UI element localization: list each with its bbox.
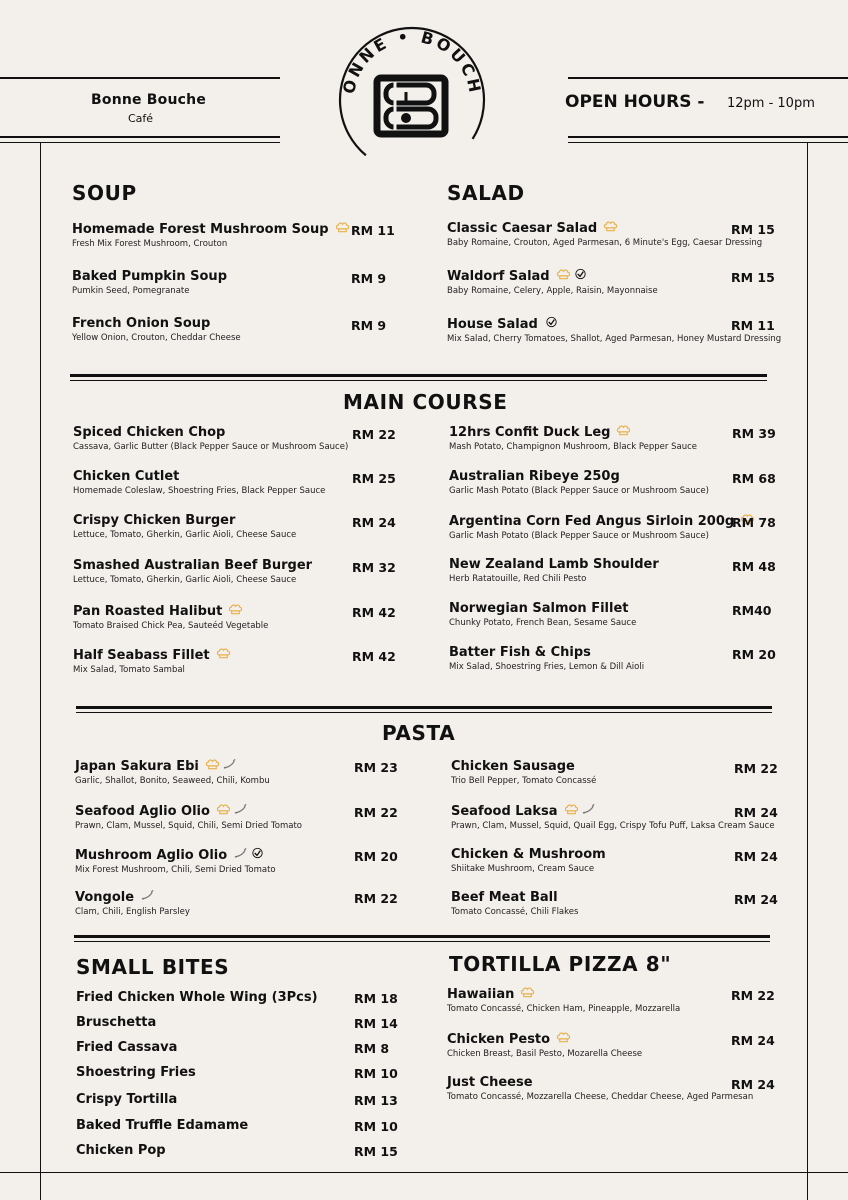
menu-item-price: RM 24 bbox=[352, 515, 396, 530]
menu-item-name: Chicken Sausage bbox=[451, 759, 575, 774]
menu-item-description: Trio Bell Pepper, Tomato Concassé bbox=[451, 776, 597, 786]
divider-3-thin bbox=[74, 941, 770, 942]
logo-dot: • bbox=[396, 26, 412, 48]
menu-item-description: Homemade Coleslaw, Shoestring Fries, Black Pepper Sauce bbox=[73, 486, 326, 496]
menu-item-description: Mash Potato, Champignon Mushroom, Black Pepper Sauce bbox=[449, 442, 697, 452]
menu-item-name: Norwegian Salmon Fillet bbox=[449, 601, 629, 616]
menu-item-description: Tomato Concassé, Chicken Ham, Pineapple, Mozzarella bbox=[447, 1004, 681, 1014]
header-rule-left-bottom-thin bbox=[0, 142, 280, 143]
menu-item-icons bbox=[216, 803, 248, 819]
menu-item-icons bbox=[233, 847, 265, 863]
menu-item-name: Vongole bbox=[75, 889, 135, 905]
menu-item bbox=[447, 1031, 642, 1059]
menu-item-name-row bbox=[75, 847, 276, 863]
brand-logo bbox=[334, 22, 490, 178]
chef-hat-icon bbox=[556, 268, 571, 284]
menu-item-name: Beef Meat Ball bbox=[451, 890, 558, 905]
menu-item bbox=[75, 889, 190, 917]
menu-item-description: Garlic Mash Potato (Black Pepper Sauce or Mushroom Sauce) bbox=[449, 486, 709, 496]
menu-item-price: RM 9 bbox=[351, 318, 387, 333]
section-title-salad: SALAD bbox=[447, 181, 525, 205]
menu-item-name-row bbox=[73, 469, 325, 484]
chef-hat-icon bbox=[616, 424, 631, 440]
menu-item-description: Prawn, Clam, Mussel, Squid, Chili, Semi Dried Tomato bbox=[75, 821, 303, 831]
menu-item-description: Garlic Mash Potato (Black Pepper Sauce or Mushroom Sauce) bbox=[449, 531, 709, 541]
small-bite-price: RM 15 bbox=[354, 1144, 398, 1159]
chef-hat-icon bbox=[556, 1031, 571, 1047]
menu-item-name: Spiced Chicken Chop bbox=[73, 425, 226, 440]
menu-item-price: RM 39 bbox=[732, 426, 776, 441]
menu-item-icons bbox=[556, 268, 588, 284]
menu-item-name-row bbox=[75, 758, 270, 774]
header-rule-right-bottom bbox=[568, 136, 848, 138]
spicy-icon bbox=[233, 847, 248, 863]
menu-item-icons bbox=[216, 647, 231, 663]
menu-item-name-row bbox=[75, 889, 190, 905]
menu-item-price: RM 24 bbox=[734, 849, 778, 864]
menu-item-description: Garlic, Shallot, Bonito, Seaweed, Chili, Kombu bbox=[75, 776, 270, 786]
menu-item-name: House Salad bbox=[447, 316, 538, 332]
menu-item-name-row bbox=[449, 645, 644, 660]
menu-item-description: Yellow Onion, Crouton, Cheddar Cheese bbox=[72, 333, 241, 343]
menu-item-price: RM 42 bbox=[352, 649, 396, 664]
menu-item-name-row bbox=[73, 513, 296, 528]
section-title-small-bites: SMALL BITES bbox=[76, 955, 230, 979]
menu-item bbox=[73, 558, 312, 585]
menu-item-name: Just Cheese bbox=[447, 1075, 533, 1090]
menu-item-name-row bbox=[449, 601, 636, 616]
menu-item bbox=[447, 1075, 753, 1102]
open-hours-value: 12pm - 10pm bbox=[727, 96, 815, 111]
menu-item bbox=[449, 424, 697, 452]
menu-item bbox=[449, 557, 659, 584]
logo-text-left: ONNE bbox=[339, 32, 392, 96]
menu-item bbox=[449, 645, 644, 672]
menu-item-name-row bbox=[451, 759, 596, 774]
menu-item-description: Prawn, Clam, Mussel, Squid, Quail Egg, Crispy Tofu Puff, Laksa Cream Sauce bbox=[451, 821, 775, 831]
menu-item-description: Baby Romaine, Crouton, Aged Parmesan, 6 Minute's Egg, Caesar Dressing bbox=[447, 238, 763, 248]
menu-item-name-row bbox=[449, 557, 659, 572]
menu-item-icons bbox=[205, 758, 237, 774]
menu-item-name: Mushroom Aglio Olio bbox=[75, 847, 228, 863]
menu-item bbox=[449, 513, 755, 541]
brand-name: Bonne Bouche bbox=[91, 92, 207, 108]
menu-item-price: RM 24 bbox=[734, 805, 778, 820]
small-bite-name: Baked Truffle Edamame bbox=[76, 1118, 249, 1133]
menu-item-name: Seafood Laksa bbox=[451, 803, 558, 819]
small-bite-name: Crispy Tortilla bbox=[76, 1092, 178, 1107]
menu-item-description: Mix Salad, Cherry Tomatoes, Shallot, Aged Parmesan, Honey Mustard Dressing bbox=[447, 334, 782, 344]
menu-item-price: RM 20 bbox=[732, 647, 776, 662]
section-title-main-course: MAIN COURSE bbox=[343, 390, 508, 414]
menu-item-name-row bbox=[447, 220, 762, 236]
small-bite-price: RM 10 bbox=[354, 1066, 398, 1081]
chef-hat-icon bbox=[603, 220, 618, 236]
divider-3-thick bbox=[74, 935, 770, 938]
menu-item-price: RM 24 bbox=[731, 1077, 775, 1092]
chef-hat-icon bbox=[216, 803, 231, 819]
menu-item-name: 12hrs Confit Duck Leg bbox=[449, 424, 611, 440]
menu-item-price: RM 22 bbox=[354, 805, 398, 820]
menu-item-name-row bbox=[73, 603, 268, 619]
small-bite-price: RM 13 bbox=[354, 1093, 398, 1108]
menu-item-description: Clam, Chili, English Parsley bbox=[75, 907, 190, 917]
menu-item-name: Baked Pumpkin Soup bbox=[72, 269, 227, 284]
menu-item-icons bbox=[520, 986, 535, 1002]
menu-item bbox=[447, 268, 658, 296]
menu-item-description: Tomato Concassé, Mozzarella Cheese, Cheddar Cheese, Aged Parmesan bbox=[447, 1092, 754, 1102]
divider-1-thick bbox=[70, 374, 767, 377]
menu-item-name-row bbox=[73, 647, 231, 663]
small-bite-name: Fried Cassava bbox=[76, 1040, 178, 1055]
menu-item bbox=[73, 603, 268, 631]
chef-hat-icon bbox=[205, 758, 220, 774]
logo-text-right: BOUCH bbox=[418, 27, 486, 97]
menu-item bbox=[451, 890, 578, 917]
menu-item bbox=[75, 758, 270, 786]
menu-item bbox=[73, 425, 348, 452]
menu-item-name-row bbox=[75, 803, 302, 819]
menu-item-price: RM 15 bbox=[731, 270, 775, 285]
menu-item-name-row bbox=[451, 803, 775, 819]
chef-hat-icon bbox=[228, 603, 243, 619]
menu-item-description: Mix Salad, Tomato Sambal bbox=[73, 665, 185, 675]
menu-item-name-row bbox=[449, 424, 697, 440]
menu-item-name-row bbox=[73, 425, 348, 440]
spicy-icon bbox=[581, 803, 596, 819]
small-bite-name: Shoestring Fries bbox=[76, 1065, 196, 1080]
menu-item bbox=[73, 647, 231, 675]
menu-item-price: RM 24 bbox=[734, 892, 778, 907]
menu-item bbox=[449, 469, 709, 496]
menu-item-icons bbox=[564, 803, 596, 819]
menu-item bbox=[72, 221, 350, 249]
menu-item-name: New Zealand Lamb Shoulder bbox=[449, 557, 659, 572]
menu-item-price: RM 25 bbox=[352, 471, 396, 486]
menu-item-price: RM 42 bbox=[352, 605, 396, 620]
menu-item-name-row bbox=[72, 221, 350, 237]
menu-item bbox=[72, 269, 227, 296]
menu-item-price: RM 22 bbox=[354, 891, 398, 906]
divider-2-thin bbox=[76, 712, 772, 713]
menu-item-name-row bbox=[451, 847, 606, 862]
brand-subtitle: Café bbox=[128, 112, 154, 125]
menu-item-description: Lettuce, Tomato, Gherkin, Garlic Aioli, Cheese Sauce bbox=[73, 530, 297, 540]
menu-item-name-row bbox=[72, 269, 227, 284]
small-bite-name: Fried Chicken Whole Wing (3Pcs) bbox=[76, 990, 318, 1005]
menu-item bbox=[73, 513, 296, 540]
footer-rule bbox=[0, 1172, 848, 1173]
menu-item-name: Australian Ribeye 250g bbox=[449, 469, 620, 484]
menu-item-price: RM 68 bbox=[732, 471, 776, 486]
menu-item-icons bbox=[228, 603, 243, 619]
menu-item-icons bbox=[603, 220, 618, 236]
menu-item-price: RM 78 bbox=[732, 515, 776, 530]
frame-right-border bbox=[807, 143, 808, 1200]
section-title-soup: SOUP bbox=[72, 181, 137, 205]
open-hours-label: OPEN HOURS - bbox=[565, 92, 705, 112]
menu-item-price: RM 11 bbox=[351, 223, 395, 238]
header-rule-left-bottom bbox=[0, 136, 280, 138]
menu-item-name: French Onion Soup bbox=[72, 316, 211, 331]
menu-item-price: RM 15 bbox=[731, 222, 775, 237]
divider-2-thick bbox=[76, 706, 772, 709]
menu-item-name: Classic Caesar Salad bbox=[447, 220, 598, 236]
menu-item bbox=[75, 847, 276, 875]
header-rule-right-top bbox=[568, 77, 848, 79]
menu-item bbox=[451, 759, 596, 786]
menu-item-price: RM 11 bbox=[731, 318, 775, 333]
menu-item-name: Chicken Cutlet bbox=[73, 469, 180, 484]
menu-item-description: Mix Forest Mushroom, Chili, Semi Dried Tomato bbox=[75, 865, 276, 875]
vegetarian-icon bbox=[544, 316, 559, 332]
menu-item-description: Fresh Mix Forest Mushroom, Crouton bbox=[72, 239, 228, 249]
menu-item-name-row bbox=[447, 268, 658, 284]
chef-hat-icon bbox=[216, 647, 231, 663]
menu-item-price: RM 22 bbox=[352, 427, 396, 442]
menu-item-name-row bbox=[451, 890, 578, 905]
menu-item bbox=[451, 847, 606, 874]
menu-item-description: Herb Ratatouille, Red Chili Pesto bbox=[449, 574, 587, 584]
menu-item-price: RM 24 bbox=[731, 1033, 775, 1048]
menu-item-name-row bbox=[449, 469, 709, 484]
menu-item-name: Hawaiian bbox=[447, 986, 515, 1002]
menu-item-name: Batter Fish & Chips bbox=[449, 645, 591, 660]
menu-item-description: Baby Romaine, Celery, Apple, Raisin, Mayonnaise bbox=[447, 286, 658, 296]
menu-item-description: Chicken Breast, Basil Pesto, Mozarella Cheese bbox=[447, 1049, 643, 1059]
menu-item-description: Lettuce, Tomato, Gherkin, Garlic Aioli, Cheese Sauce bbox=[73, 575, 297, 585]
small-bite-price: RM 10 bbox=[354, 1119, 398, 1134]
menu-item-description: Pumkin Seed, Pomegranate bbox=[72, 286, 190, 296]
menu-item-icons bbox=[140, 889, 155, 905]
menu-item-name-row bbox=[447, 986, 680, 1002]
menu-item-name: Argentina Corn Fed Angus Sirloin 200g bbox=[449, 513, 735, 529]
menu-item-description: Cassava, Garlic Butter (Black Pepper Sauce or Mushroom Sauce) bbox=[73, 442, 349, 452]
spicy-icon bbox=[140, 889, 155, 905]
menu-item-price: RM 22 bbox=[734, 761, 778, 776]
small-bite-price: RM 14 bbox=[354, 1016, 398, 1031]
section-title-pasta: PASTA bbox=[382, 721, 456, 745]
spicy-icon bbox=[222, 758, 237, 774]
menu-item-name-row bbox=[449, 513, 755, 529]
chef-hat-icon bbox=[335, 221, 350, 237]
menu-item-icons bbox=[335, 221, 350, 237]
menu-item-price: RM40 bbox=[732, 603, 772, 618]
menu-item-price: RM 20 bbox=[354, 849, 398, 864]
menu-item bbox=[447, 220, 762, 248]
menu-item-price: RM 9 bbox=[351, 271, 387, 286]
menu-item-description: Mix Salad, Shoestring Fries, Lemon & Dill Aioli bbox=[449, 662, 645, 672]
menu-item-name: Chicken & Mushroom bbox=[451, 847, 606, 862]
menu-item-name-row bbox=[73, 558, 312, 573]
menu-item-name: Seafood Aglio Olio bbox=[75, 803, 210, 819]
section-title-tortilla-pizza: TORTILLA PIZZA 8" bbox=[449, 952, 672, 976]
menu-item-price: RM 32 bbox=[352, 560, 396, 575]
menu-item-description: Shiitake Mushroom, Cream Sauce bbox=[451, 864, 595, 874]
menu-item-name-row bbox=[447, 1075, 753, 1090]
menu-item-description: Tomato Braised Chick Pea, Sauteéd Vegetable bbox=[73, 621, 269, 631]
menu-item-name: Homemade Forest Mushroom Soup bbox=[72, 221, 329, 237]
menu-item-icons bbox=[616, 424, 631, 440]
menu-item-name: Pan Roasted Halibut bbox=[73, 603, 223, 619]
menu-item bbox=[447, 986, 680, 1014]
menu-item-name: Chicken Pesto bbox=[447, 1031, 551, 1047]
small-bite-name: Chicken Pop bbox=[76, 1143, 166, 1158]
menu-item-price: RM 48 bbox=[732, 559, 776, 574]
small-bite-price: RM 8 bbox=[354, 1041, 390, 1056]
menu-item-icons bbox=[556, 1031, 571, 1047]
menu-item-name-row bbox=[447, 1031, 642, 1047]
menu-item bbox=[75, 803, 302, 831]
header-rule-left-top bbox=[0, 77, 280, 79]
menu-item-name: Half Seabass Fillet bbox=[73, 647, 210, 663]
menu-item-name: Waldorf Salad bbox=[447, 268, 550, 284]
spicy-icon bbox=[233, 803, 248, 819]
menu-item bbox=[72, 316, 241, 343]
menu-item-name: Japan Sakura Ebi bbox=[75, 758, 199, 774]
vegetarian-icon bbox=[573, 268, 588, 284]
header-rule-right-bottom-thin bbox=[568, 142, 848, 143]
menu-item-name-row bbox=[72, 316, 241, 331]
menu-item-description: Chunky Potato, French Bean, Sesame Sauce bbox=[449, 618, 637, 628]
menu-item-description: Tomato Concassé, Chili Flakes bbox=[451, 907, 579, 917]
menu-item bbox=[449, 601, 636, 628]
small-bite-name: Bruschetta bbox=[76, 1015, 157, 1030]
chef-hat-icon bbox=[520, 986, 535, 1002]
menu-item-name: Smashed Australian Beef Burger bbox=[73, 558, 313, 573]
chef-hat-icon bbox=[564, 803, 579, 819]
menu-item bbox=[73, 469, 325, 496]
frame-left-border bbox=[40, 143, 41, 1200]
menu-item-price: RM 23 bbox=[354, 760, 398, 775]
divider-1-thin bbox=[70, 380, 767, 381]
menu-item-price: RM 22 bbox=[731, 988, 775, 1003]
small-bite-price: RM 18 bbox=[354, 991, 398, 1006]
menu-item bbox=[451, 803, 775, 831]
menu-item-name: Crispy Chicken Burger bbox=[73, 513, 236, 528]
vegetarian-icon bbox=[250, 847, 265, 863]
menu-item-icons bbox=[544, 316, 559, 332]
